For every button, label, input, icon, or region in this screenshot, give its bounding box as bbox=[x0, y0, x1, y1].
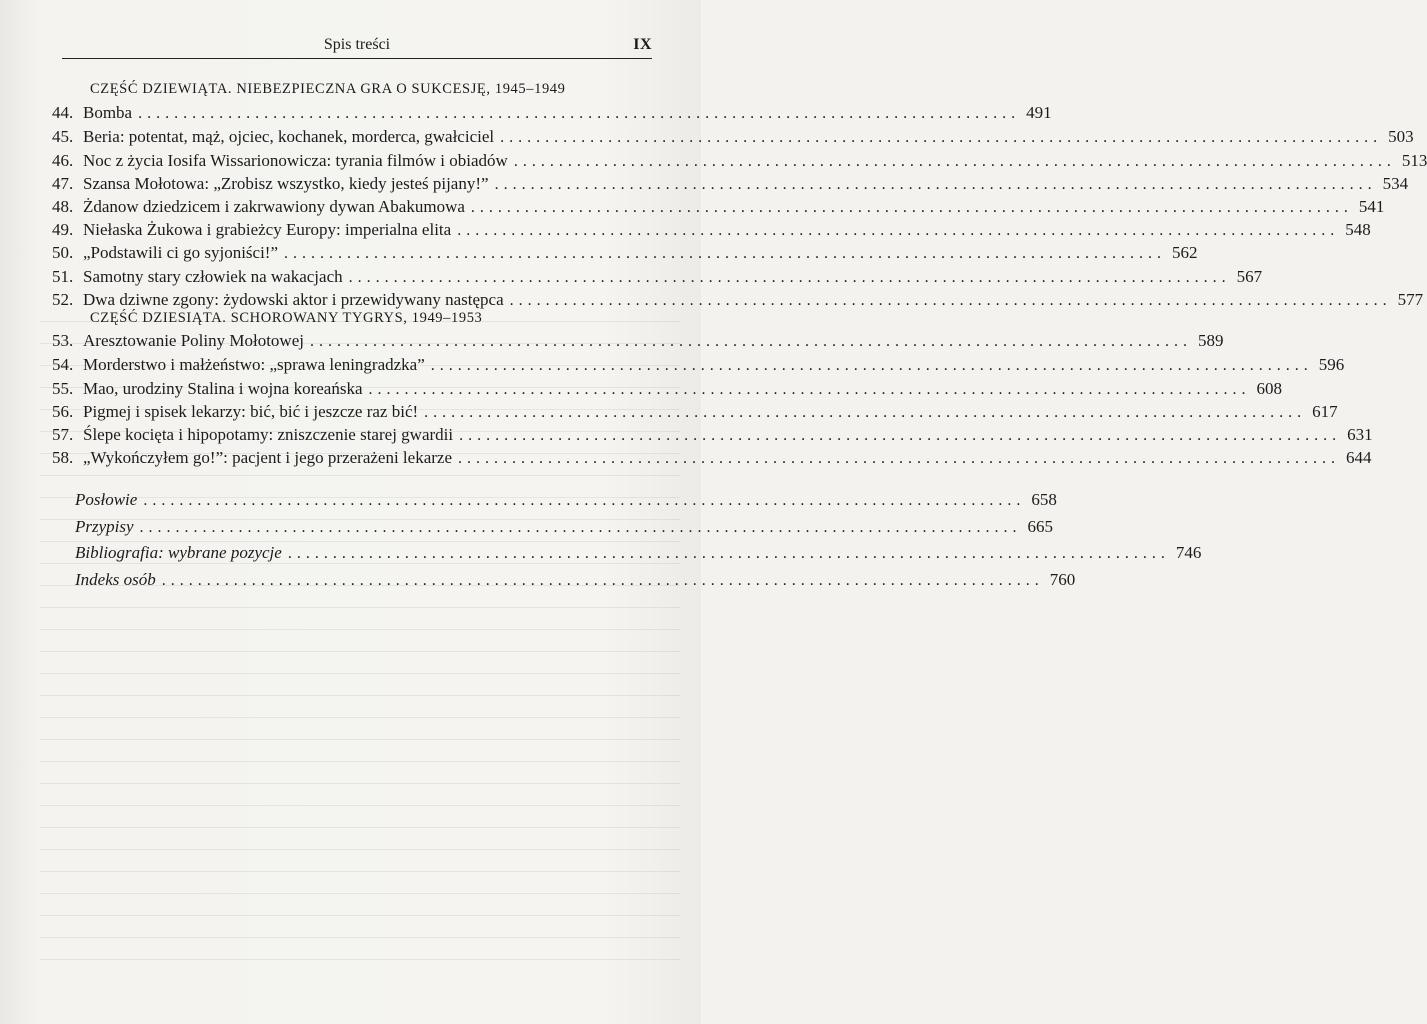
chapter-number: 44. bbox=[52, 103, 74, 122]
chapter-number: 58. bbox=[52, 448, 74, 467]
toc-entry bbox=[52, 378, 1282, 400]
chapter-title: Ślepe kocięta i hipopotamy: zniszczenie starej gwardii bbox=[83, 425, 454, 444]
leader-dots: .................................................................................................. bbox=[287, 545, 1170, 562]
leader-dots: .................................................................................................. bbox=[494, 176, 1377, 193]
toc-entry bbox=[52, 242, 1198, 264]
leader-dots: .................................................................................................. bbox=[309, 333, 1192, 350]
chapter-title: Morderstwo i małżeństwo: „sprawa leningradzka” bbox=[83, 355, 425, 374]
chapter-number: 48. bbox=[52, 197, 74, 216]
leader-dots: .................................................................................................. bbox=[139, 519, 1022, 536]
back-matter-title: Indeks osób bbox=[75, 570, 156, 589]
leader-dots: .................................................................................................. bbox=[348, 269, 1231, 286]
chapter-page: 534 bbox=[1382, 174, 1409, 193]
leader-dots: .................................................................................................. bbox=[284, 245, 1167, 262]
leader-dots: .................................................................................................. bbox=[424, 404, 1307, 421]
chapter-title: Niełaska Żukowa i grabieżcy Europy: imperialna elita bbox=[83, 220, 452, 239]
chapter-page: 503 bbox=[1388, 127, 1414, 146]
part-heading: CZĘŚĆ DZIEWIĄTA. NIEBEZPIECZNA GRA O SUKCESJĘ, 1945–1949 bbox=[90, 81, 566, 97]
part-heading: CZĘŚĆ DZIESIĄTA. SCHOROWANY TYGRYS, 1949–1953 bbox=[90, 310, 483, 326]
chapter-page: 596 bbox=[1318, 355, 1345, 374]
leader-dots: .................................................................................................. bbox=[138, 105, 1021, 122]
chapter-title: „Wykończyłem go!”: pacjent i jego przerażeni lekarze bbox=[83, 448, 452, 467]
chapter-number: 52. bbox=[52, 290, 74, 309]
chapter-number: 56. bbox=[52, 402, 74, 421]
chapter-number: 57. bbox=[52, 425, 74, 444]
leader-dots: .................................................................................................. bbox=[368, 381, 1251, 398]
toc-entry bbox=[52, 126, 1414, 148]
back-matter-entry bbox=[74, 489, 1057, 511]
back-matter-page: 760 bbox=[1049, 570, 1076, 589]
chapter-title: Aresztowanie Poliny Mołotowej bbox=[83, 331, 304, 350]
chapter-number: 45. bbox=[52, 127, 74, 146]
chapter-title: „Podstawili ci go syjoniści!” bbox=[83, 243, 279, 262]
chapter-number: 53. bbox=[52, 331, 74, 350]
chapter-number: 50. bbox=[52, 243, 74, 262]
chapter-title: Noc z życia Iosifa Wissarionowicza: tyrania filmów i obiadów bbox=[83, 151, 508, 170]
leader-dots: .................................................................................................. bbox=[509, 292, 1392, 309]
toc-entry bbox=[52, 196, 1385, 218]
chapter-page: 548 bbox=[1345, 220, 1371, 239]
chapter-page: 491 bbox=[1026, 103, 1052, 122]
chapter-number: 47. bbox=[52, 174, 74, 193]
back-matter-entry bbox=[74, 569, 1076, 591]
chapter-page: 589 bbox=[1197, 331, 1224, 350]
leader-dots: .................................................................................................. bbox=[430, 357, 1313, 374]
toc-entry bbox=[52, 354, 1345, 376]
chapter-number: 51. bbox=[52, 267, 74, 286]
chapter-title: Samotny stary człowiek na wakacjach bbox=[83, 267, 343, 286]
toc-entry bbox=[52, 401, 1338, 423]
chapter-page: 541 bbox=[1358, 197, 1385, 216]
chapter-page: 577 bbox=[1397, 290, 1424, 309]
back-matter-page: 746 bbox=[1175, 543, 1202, 562]
chapter-page: 567 bbox=[1236, 267, 1263, 286]
back-matter-entry bbox=[74, 516, 1054, 538]
toc-entry bbox=[52, 266, 1263, 288]
toc-entry bbox=[52, 150, 1427, 172]
running-header bbox=[62, 36, 652, 58]
running-header-title: Spis treści bbox=[323, 36, 391, 53]
back-matter-title: Posłowie bbox=[75, 490, 138, 509]
chapter-page: 644 bbox=[1346, 448, 1372, 467]
toc-entry bbox=[52, 424, 1373, 446]
leader-dots: .................................................................................................. bbox=[459, 427, 1342, 444]
chapter-title: Mao, urodziny Stalina i wojna koreańska bbox=[83, 379, 363, 398]
chapter-title: Szansa Mołotowa: „Zrobisz wszystko, kiedy jesteś pijany!” bbox=[83, 174, 489, 193]
toc-entry bbox=[52, 289, 1424, 311]
chapter-page: 617 bbox=[1312, 402, 1338, 421]
chapter-title: Żdanow dziedzicem i zakrwawiony dywan Abakumowa bbox=[83, 197, 465, 216]
chapter-number: 54. bbox=[52, 355, 74, 374]
leader-dots: .................................................................................................. bbox=[143, 492, 1026, 509]
chapter-number: 55. bbox=[52, 379, 74, 398]
toc-entry bbox=[52, 447, 1372, 469]
header-rule bbox=[62, 58, 652, 59]
chapter-page: 562 bbox=[1172, 243, 1198, 262]
roman-page-number: IX bbox=[633, 36, 652, 53]
toc-entry bbox=[52, 330, 1224, 352]
chapter-title: Bomba bbox=[83, 103, 133, 122]
back-matter-page: 665 bbox=[1027, 517, 1054, 536]
chapter-page: 513 bbox=[1401, 151, 1427, 170]
toc-entry bbox=[52, 173, 1409, 195]
chapter-page: 608 bbox=[1256, 379, 1282, 398]
back-matter-entry bbox=[74, 542, 1202, 564]
back-matter-title: Przypisy bbox=[75, 517, 134, 536]
chapter-number: 46. bbox=[52, 151, 74, 170]
toc-entry bbox=[52, 102, 1052, 124]
chapter-number: 49. bbox=[52, 220, 74, 239]
leader-dots: .................................................................................................. bbox=[500, 129, 1383, 146]
chapter-page: 631 bbox=[1347, 425, 1373, 444]
chapter-title: Beria: potentat, mąż, ojciec, kochanek, morderca, gwałciciel bbox=[83, 127, 495, 146]
leader-dots: .................................................................................................. bbox=[458, 450, 1340, 467]
back-matter-page: 658 bbox=[1031, 490, 1057, 509]
leader-dots: .................................................................................................. bbox=[513, 153, 1396, 170]
back-matter-title: Bibliografia: wybrane pozycje bbox=[75, 543, 282, 562]
toc-entry bbox=[52, 219, 1371, 241]
leader-dots: .................................................................................................. bbox=[470, 199, 1353, 216]
leader-dots: .................................................................................................. bbox=[161, 572, 1044, 589]
chapter-title: Pigmej i spisek lekarzy: bić, bić i jeszcze raz bić! bbox=[83, 402, 419, 421]
chapter-title: Dwa dziwne zgony: żydowski aktor i przewidywany następca bbox=[83, 290, 504, 309]
leader-dots: .................................................................................................. bbox=[457, 222, 1340, 239]
